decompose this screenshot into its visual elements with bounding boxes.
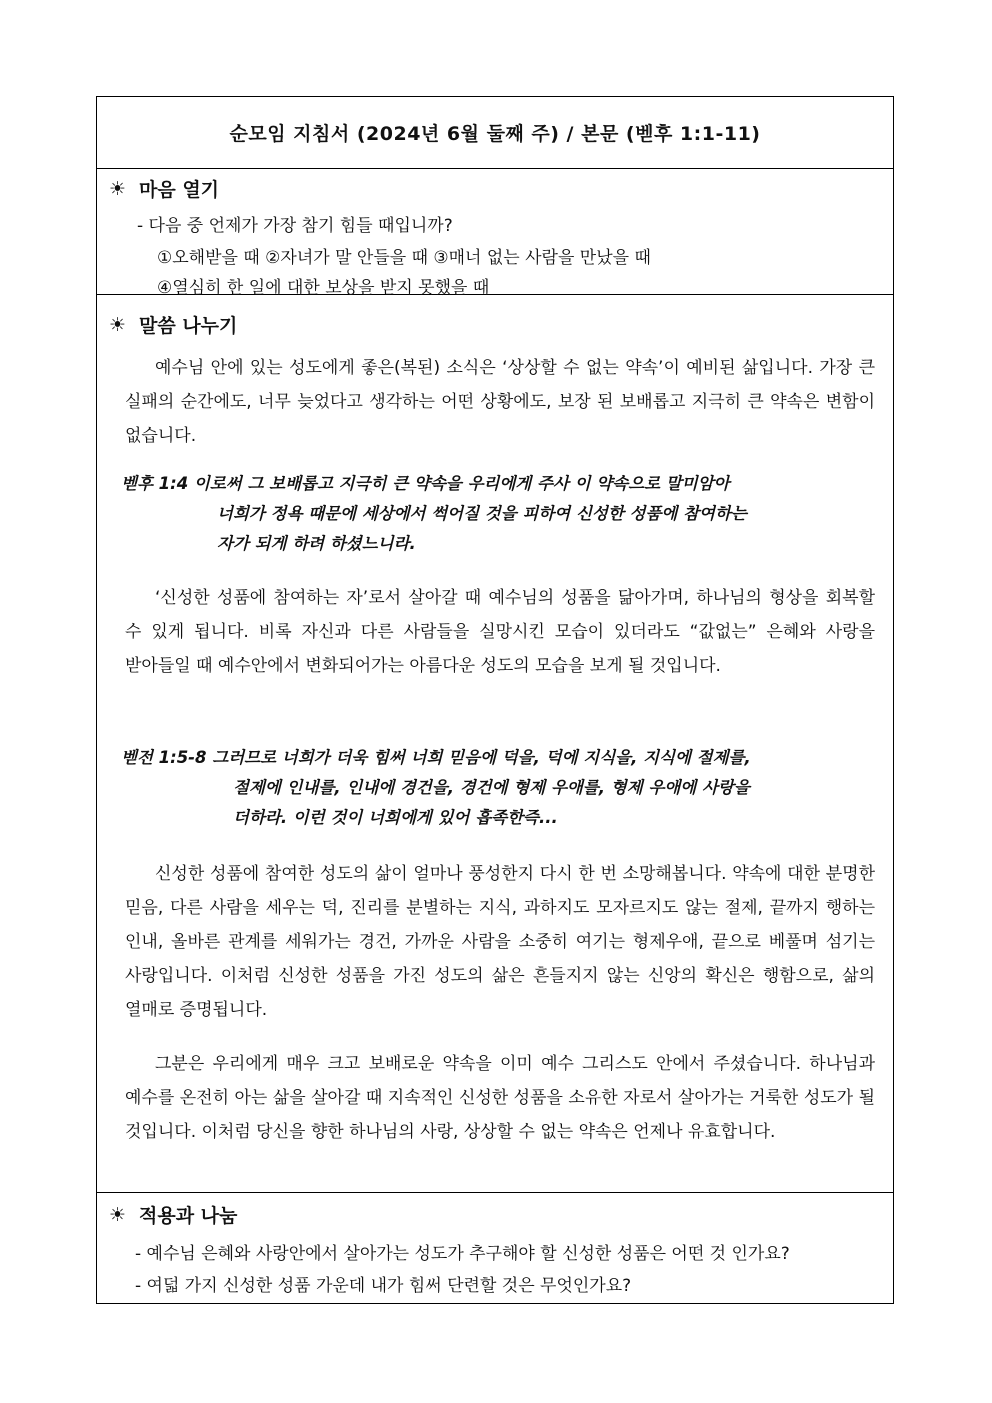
verse-line: 더하라. 이런 것이 너희에게 있어 흡족한즉... [233,808,558,827]
application-question-2: - 여덟 가지 신성한 성품 가운데 내가 힘써 단련할 것은 무엇인가요? [135,1276,632,1296]
section-heading [109,175,219,202]
question-text: - 다음 중 언제가 가장 참기 힘들 때입니까? [137,216,453,236]
section-word-sharing [97,295,893,1193]
verse-line: 벧전 1:5-8 그러므로 너희가 더욱 힘써 너희 믿음에 덕을, 덕에 지식을, 지식에 절제를, [121,748,751,767]
document-title: 순모임 지침서 (2024년 6월 둘째 주) / 본문 (벧후 1:1-11) [97,97,893,169]
guide-sheet [96,96,894,1304]
paragraph-2: ‘신성한 성품에 참여하는 자’로서 살아갈 때 예수님의 성품을 닮아가며, 하나님의 형상을 회복할 수 있게 됩니다. 비록 자신과 다른 사람들을 실망시킨 모습이 있더라도 “값없는” 은혜와 사랑을 받아들일 때 예수안에서 변화되어가는 아름다운 성도의 모습을 보게 될 것입니다. [125,588,875,676]
sun-icon: ☀ [109,1203,127,1226]
verse-block-2 [121,743,751,833]
sun-icon: ☀ [109,177,127,200]
section-heading [109,1201,237,1228]
verse-line: 너희가 정욕 때문에 세상에서 썩어질 것을 피하여 신성한 성품에 참여하는 [217,504,747,523]
section-heading-label: 적용과 나눔 [139,1205,238,1227]
sun-icon: ☀ [109,313,127,336]
section-open-heart [97,169,893,298]
verse-line: 절제에 인내를, 인내에 경건을, 경건에 형제 우애를, 형제 우애에 사랑을 [233,778,750,797]
options-line-1: ①오해받을 때 ②자녀가 말 안들을 때 ③매너 없는 사람을 만났을 때 [157,248,651,268]
paragraph-4: 그분은 우리에게 매우 크고 보배로운 약속을 이미 예수 그리스도 안에서 주셨습니다. 하나님과 예수를 온전히 아는 삶을 살아갈 때 지속적인 신성한 성품을 소유한 자로서 살아가는 거룩한 성도가 될 것입니다. 이처럼 당신을 향한 하나님의 사랑, 상상할 수 없는 약속은 언제나 유효합니다. [125,1054,875,1142]
paragraph-1: 예수님 안에 있는 성도에게 좋은(복된) 소식은 ‘상상할 수 없는 약속’이 예비된 삶입니다. 가장 큰 실패의 순간에도, 너무 늦었다고 생각하는 어떤 상황에도, 보장 된 보배롭고 지극히 큰 약속은 변함이 없습니다. [125,358,875,446]
section-application [97,1193,893,1303]
options-line-2: ④열심히 한 일에 대한 보상을 받지 못했을 때 [157,278,490,298]
section-heading-label: 마음 열기 [139,179,220,201]
application-question-1: - 예수님 은혜와 사랑안에서 살아가는 성도가 추구해야 할 신성한 성품은 어떤 것 인가요? [135,1244,790,1264]
verse-line: 벧후 1:4 이로써 그 보배롭고 지극히 큰 약속을 우리에게 주사 이 약속으로 말미암아 [121,474,730,493]
paragraph-3: 신성한 성품에 참여한 성도의 삶이 얼마나 풍성한지 다시 한 번 소망해봅니다. 약속에 대한 분명한 믿음, 다른 사람을 세우는 덕, 진리를 분별하는 지식, 과하지도 모자르지도 않는 절제, 끝까지 행하는 인내, 올바른 관계를 세워가는 경건, 가까운 사람을 소중히 여기는 형제우애, 끝으로 베풀며 섬기는 사랑입니다. 이처럼 신성한 성품을 가진 성도의 삶은 흔들지지 않는 신앙의 확신은 행함으로, 삶의 열매로 증명됩니다. [125,864,875,1020]
verse-line: 자가 되게 하려 하셨느니라. [217,534,416,553]
verse-block-1 [121,469,747,559]
section-heading [109,311,237,338]
section-heading-label: 말씀 나누기 [139,315,238,337]
